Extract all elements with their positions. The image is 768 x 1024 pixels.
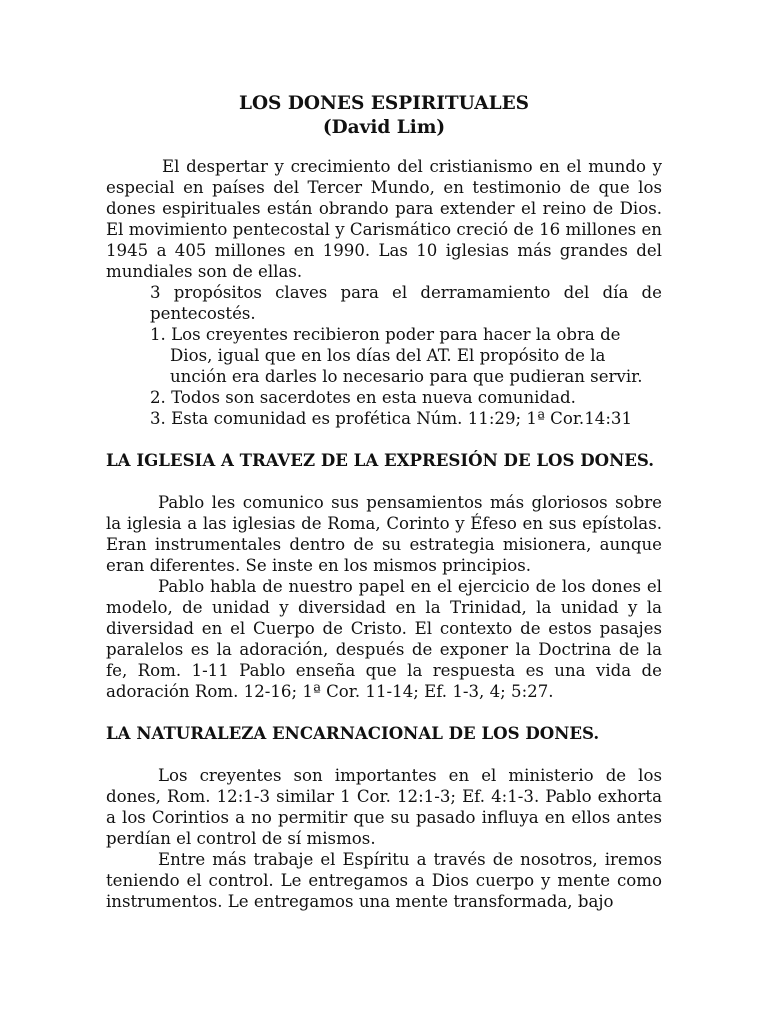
document-title: LOS DONES ESPIRITUALES (238, 93, 530, 114)
list-item: 2. Todos son sacerdotes en esta nueva comunidad. (150, 388, 576, 407)
document-author: (David Lim) (322, 117, 446, 138)
list-item: 3. Esta comunidad es profética Núm. 11:29; 1ª Cor.14:31 (150, 409, 633, 428)
section1-paragraph-1: Pablo les comunico sus pensamientos más gloriosos sobre la iglesia a las iglesias de Roma, Corinto y Éfeso en sus epístolas. Eran instrumentales dentro de su estrategia misionera, aunque eran diferentes. Se inste en los mismos principios. (106, 493, 662, 575)
section-heading-naturaleza: LA NATURALEZA ENCARNACIONAL DE LOS DONES. (106, 723, 600, 743)
purposes-lead: 3 propósitos claves para el derramamiento del día de pentecostés. (150, 283, 662, 323)
section-heading-iglesia: LA IGLESIA A TRAVEZ DE LA EXPRESIÓN DE LOS DONES. (106, 450, 655, 470)
intro-paragraph: El despertar y crecimiento del cristianismo en el mundo y especial en países del Tercer Mundo, en testimonio de que los dones espirituales están obrando para extender el reino de Dios. El movimiento pentecostal y Carismático creció de 16 millones en 1945 a 405 millones en 1990. Las 10 iglesias más grandes del mundiales son de ellas. (106, 157, 662, 281)
section1-paragraph-2: Pablo habla de nuestro papel en el ejercicio de los dones el modelo, de unidad y diversidad en la Trinidad, la unidad y la diversidad en el Cuerpo de Cristo. El contexto de estos pasajes paralelos es la adoración, después de exponer la Doctrina de la fe, Rom. 1-11 Pablo enseña que la respuesta es una vida de adoración Rom. 12-16; 1ª Cor. 11-14; Ef. 1-3, 4; 5:27. (106, 577, 662, 701)
list-item: 1. Los creyentes recibieron poder para hacer la obra de Dios, igual que en los días del AT. El propósito de la unción era darles lo necesario para que pudieran servir. (150, 325, 643, 386)
purposes-list (150, 324, 662, 429)
section2-paragraph-2: Entre más trabaje el Espíritu a través de nosotros, iremos teniendo el control. Le entregamos a Dios cuerpo y mente como instrumentos. Le entregamos una mente transformada, bajo (106, 850, 662, 911)
section2-paragraph-1: Los creyentes son importantes en el ministerio de los dones, Rom. 12:1-3 similar 1 Cor. 12:1-3; Ef. 4:1-3. Pablo exhorta a los Corintios a no permitir que su pasado influya en ellos antes perdían el control de sí mismos. (106, 766, 662, 848)
